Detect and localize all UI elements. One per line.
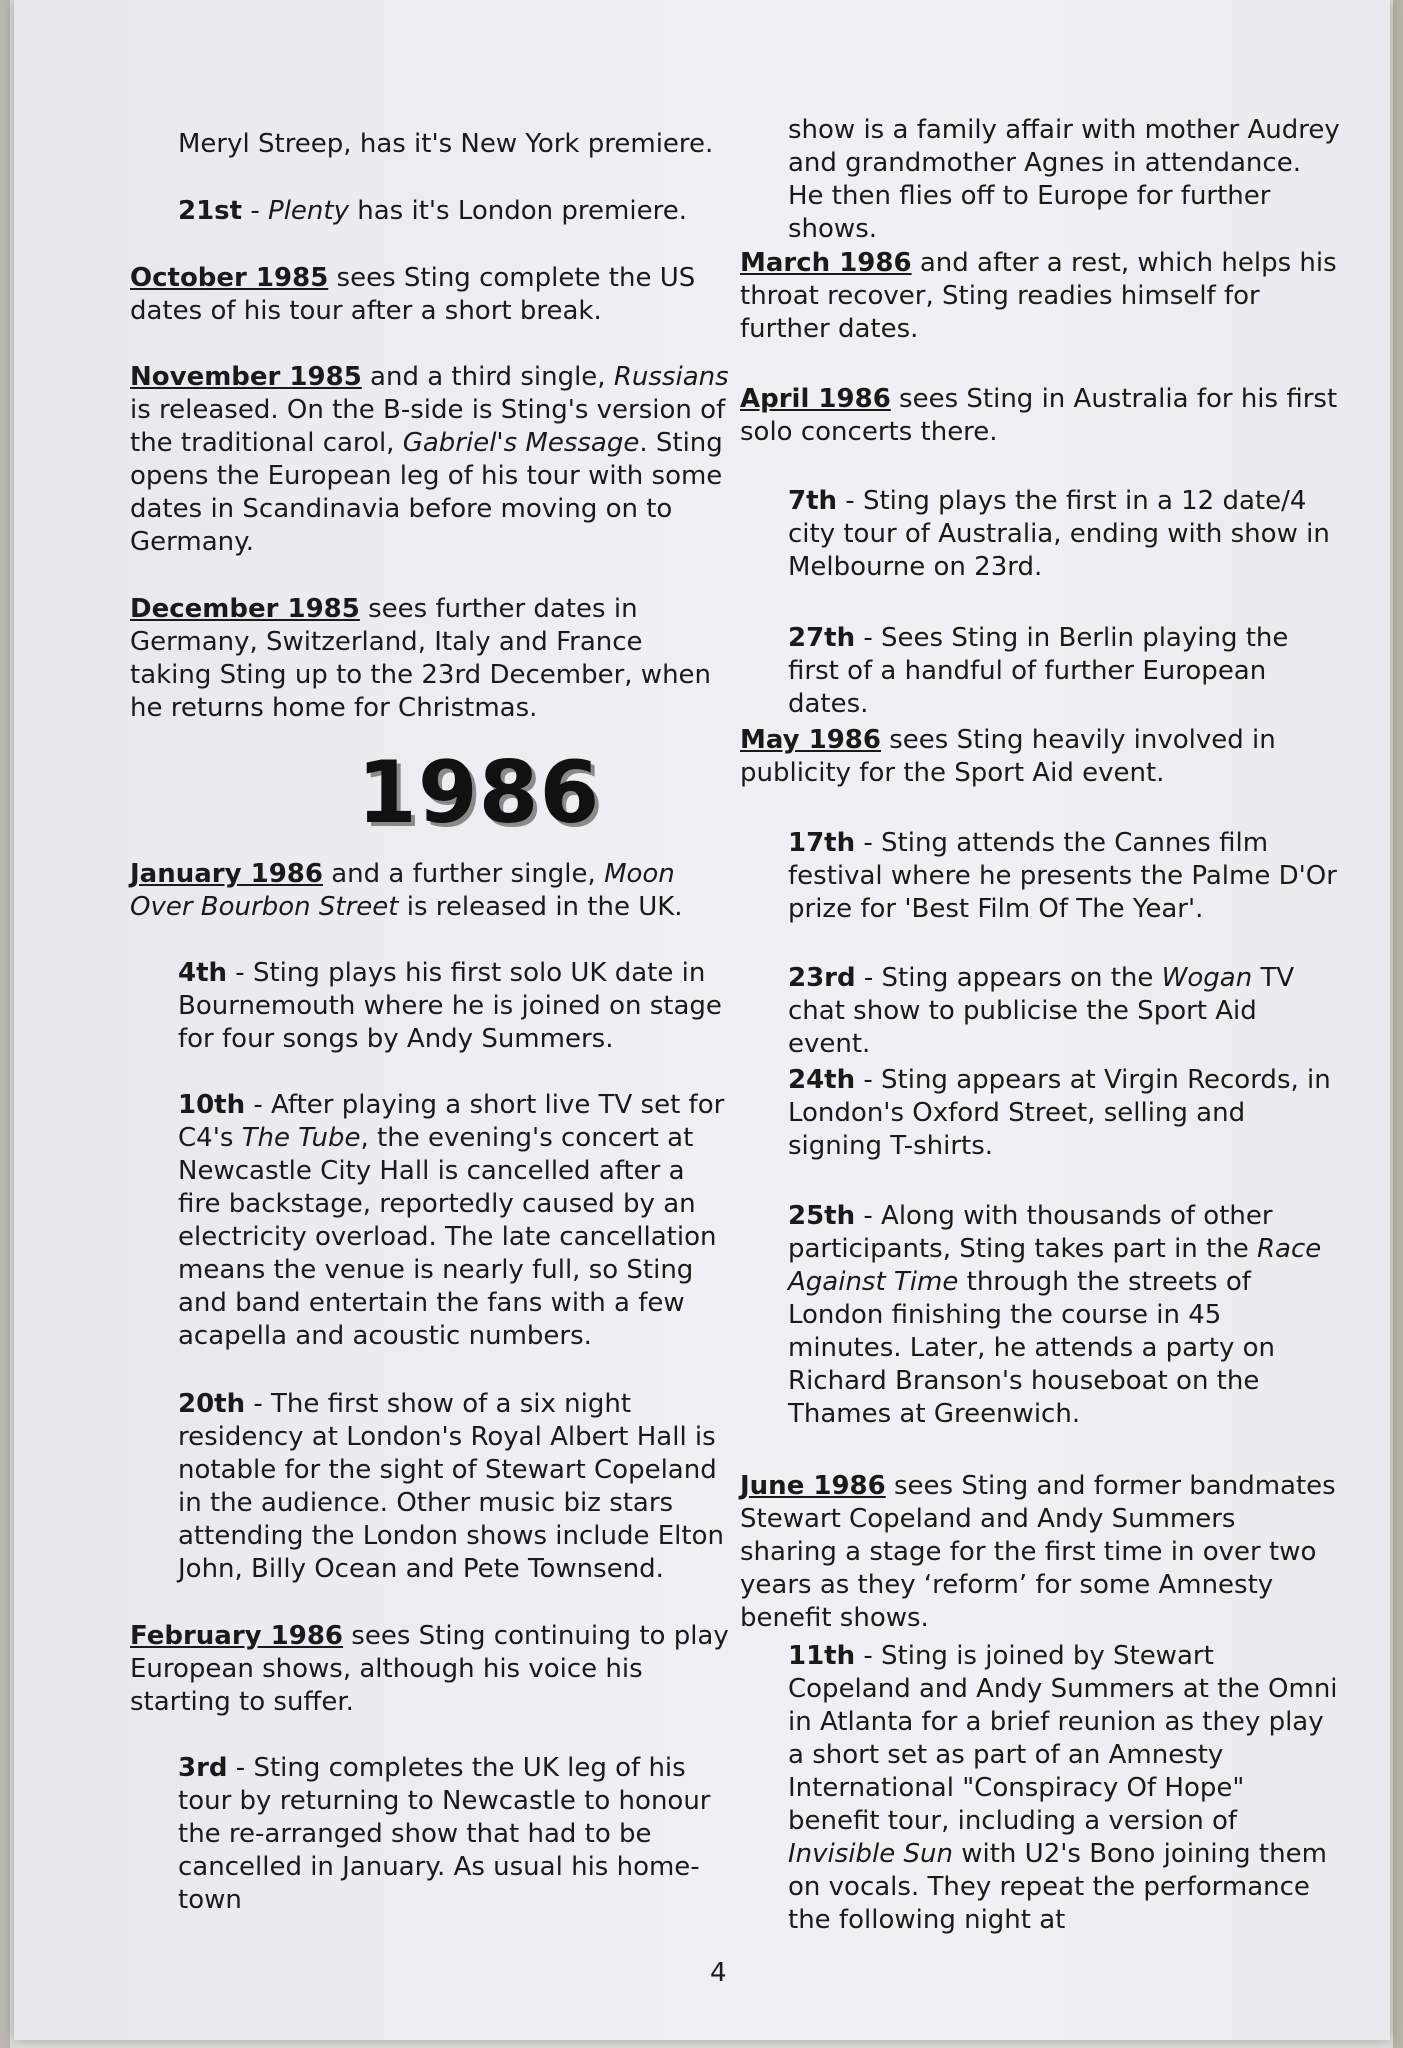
month-heading: February 1986 bbox=[130, 1621, 344, 1651]
entry-october-1985: October 1985 sees Sting complete the US dates of his tour after a short break. bbox=[130, 263, 696, 326]
entry-24th: 24th - Sting appears at Virgin Records, in London's Oxford Street, selling and signing T-shirts. bbox=[788, 1065, 1331, 1161]
entry-11th: 11th - Sting is joined by Stewart Copeland and Andy Summers at the Omni in Atlanta for a brief reunion as they play a short set as part of an Amnesty International "Conspiracy Of Hope" benefit tour, including a version of Invisible Sun with U2's Bono joining them on vocals. They repeat the performance the following night at bbox=[788, 1641, 1338, 1935]
entry-continued: Meryl Streep, has it's New York premiere. bbox=[178, 129, 714, 159]
entry-7th: 7th - Sting plays the first in a 12 date/4 city tour of Australia, ending with show in Melbourne on 23rd. bbox=[788, 486, 1330, 582]
entry-27th: 27th - Sees Sting in Berlin playing the first of a handful of further European dates. bbox=[788, 623, 1289, 719]
page-edge-right bbox=[1393, 0, 1403, 2048]
month-heading: January 1986 bbox=[130, 859, 323, 889]
entry-21st: 21st - Plenty has it's London premiere. bbox=[178, 196, 687, 226]
entry-continued: show is a family affair with mother Audrey and grandmother Agnes in attendance. He then flies off to Europe for further shows. bbox=[788, 115, 1340, 244]
entry-25th: 25th - Along with thousands of other participants, Sting takes part in the Race Against Time through the streets of London finishing the course in 45 minutes. Later, he attends a party on Richard Branson's houseboat on the Thames at Greenwich. bbox=[788, 1201, 1322, 1429]
entry-may-1986: May 1986 sees Sting heavily involved in publicity for the Sport Aid event. bbox=[740, 725, 1276, 788]
month-heading: December 1985 bbox=[130, 594, 360, 624]
entry-3rd: 3rd - Sting completes the UK leg of his tour by returning to Newcastle to honour the re-arranged show that had to be cancelled in January. As usual his home-town bbox=[178, 1753, 711, 1915]
entry-november-1985: November 1985 and a third single, Russians is released. On the B-side is Sting's version of the traditional carol, Gabriel's Message. Sting opens the European leg of his tour with some dates in Scandinavia before moving on to Germany. bbox=[130, 362, 729, 557]
month-heading: May 1986 bbox=[740, 725, 881, 755]
entry-april-1986: April 1986 sees Sting in Australia for his first solo concerts there. bbox=[740, 384, 1338, 447]
page-edge-left bbox=[0, 0, 10, 2048]
year-heading: 1986 bbox=[357, 743, 601, 843]
month-heading: June 1986 bbox=[740, 1471, 886, 1501]
entry-23rd: 23rd - Sting appears on the Wogan TV chat show to publicise the Sport Aid event. bbox=[788, 963, 1295, 1059]
month-heading: November 1985 bbox=[130, 362, 362, 392]
entry-december-1985: December 1985 sees further dates in Germany, Switzerland, Italy and France taking Sting up to the 23rd December, when he returns home for Christmas. bbox=[130, 594, 712, 723]
entry-17th: 17th - Sting attends the Cannes film festival where he presents the Palme D'Or prize for 'Best Film Of The Year'. bbox=[788, 828, 1337, 924]
entry-10th: 10th - After playing a short live TV set for C4's The Tube, the evening's concert at Newcastle City Hall is cancelled after a fire backstage, reportedly caused by an electricity overload. The late cancellation means the venue is nearly full, so Sting and band entertain the fans with a few acapella and acoustic numbers. bbox=[178, 1090, 725, 1351]
entry-february-1986: February 1986 sees Sting continuing to play European shows, although his voice his starting to suffer. bbox=[130, 1621, 729, 1717]
entry-20th: 20th - The first show of a six night residency at London's Royal Albert Hall is notable for the sight of Stewart Copeland in the audience. Other music biz stars attending the London shows include Elton John, Billy Ocean and Pete Townsend. bbox=[178, 1389, 724, 1584]
entry-march-1986: March 1986 and after a rest, which helps his throat recover, Sting readies himself for further dates. bbox=[740, 248, 1337, 344]
document-page bbox=[14, 0, 1390, 2040]
entry-june-1986: June 1986 sees Sting and former bandmates Stewart Copeland and Andy Summers sharing a stage for the first time in over two years as they ‘reform’ for some Amnesty benefit shows. bbox=[740, 1471, 1336, 1633]
month-heading: April 1986 bbox=[740, 384, 891, 414]
entry-january-1986: January 1986 and a further single, Moon Over Bourbon Street is released in the UK. bbox=[130, 859, 683, 922]
entry-4th: 4th - Sting plays his first solo UK date in Bournemouth where he is joined on stage for four songs by Andy Summers. bbox=[178, 958, 722, 1054]
month-heading: March 1986 bbox=[740, 248, 912, 278]
month-heading: October 1985 bbox=[130, 263, 329, 293]
page-number: 4 bbox=[710, 1958, 727, 1988]
